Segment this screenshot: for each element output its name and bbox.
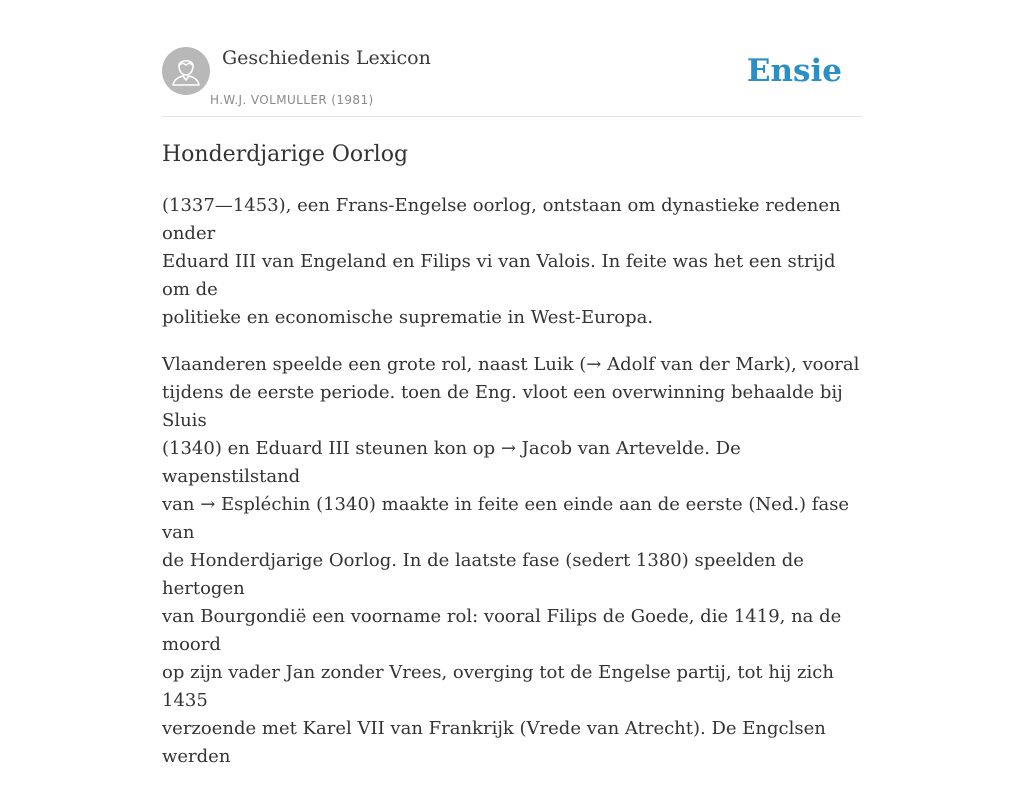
- article-title: Honderdjarige Oorlog: [162, 142, 409, 167]
- lexicon-header: [162, 46, 862, 117]
- user-avatar-icon[interactable]: [162, 47, 210, 95]
- article-paragraph: (1337—1453), een Frans-Engelse oorlog, ontstaan om dynastieke redenen onder Eduard III van Engeland en Filips vi van Valois. In feite was het een strijd om de politieke en economische suprematie in West-Europa.: [162, 195, 841, 328]
- author-credit: H.W.J. VOLMULLER (1981): [210, 93, 374, 107]
- lexicon-title[interactable]: Geschiedenis Lexicon: [222, 47, 431, 69]
- article-body: [162, 192, 862, 790]
- article-paragraph: Vlaanderen speelde een grote rol, naast Luik (→ Adolf van der Mark), vooral tijdens de eerste periode. toen de Eng. vloot een overwinning behaalde bij Sluis (1340) en Eduard III steunen kon op → Jacob van Artevelde. De wapenstilstand van → Espléchin (1340) maakte in feite een einde aan de eerste (Ned.) fase van de Honderdjarige Oorlog. In de laatste fase (sedert 1380) speelden de hertogen van Bourgondië een voorname rol: vooral Filips de Goede, die 1419, na de moord op zijn vader Jan zonder Vrees, overging tot de Engelse partij, tot hij zich 1435 verzoende met Karel VII van Frankrijk (Vrede van Atrecht). De Engclsen werden: [162, 354, 860, 767]
- brand-logo[interactable]: Ensie: [746, 53, 842, 89]
